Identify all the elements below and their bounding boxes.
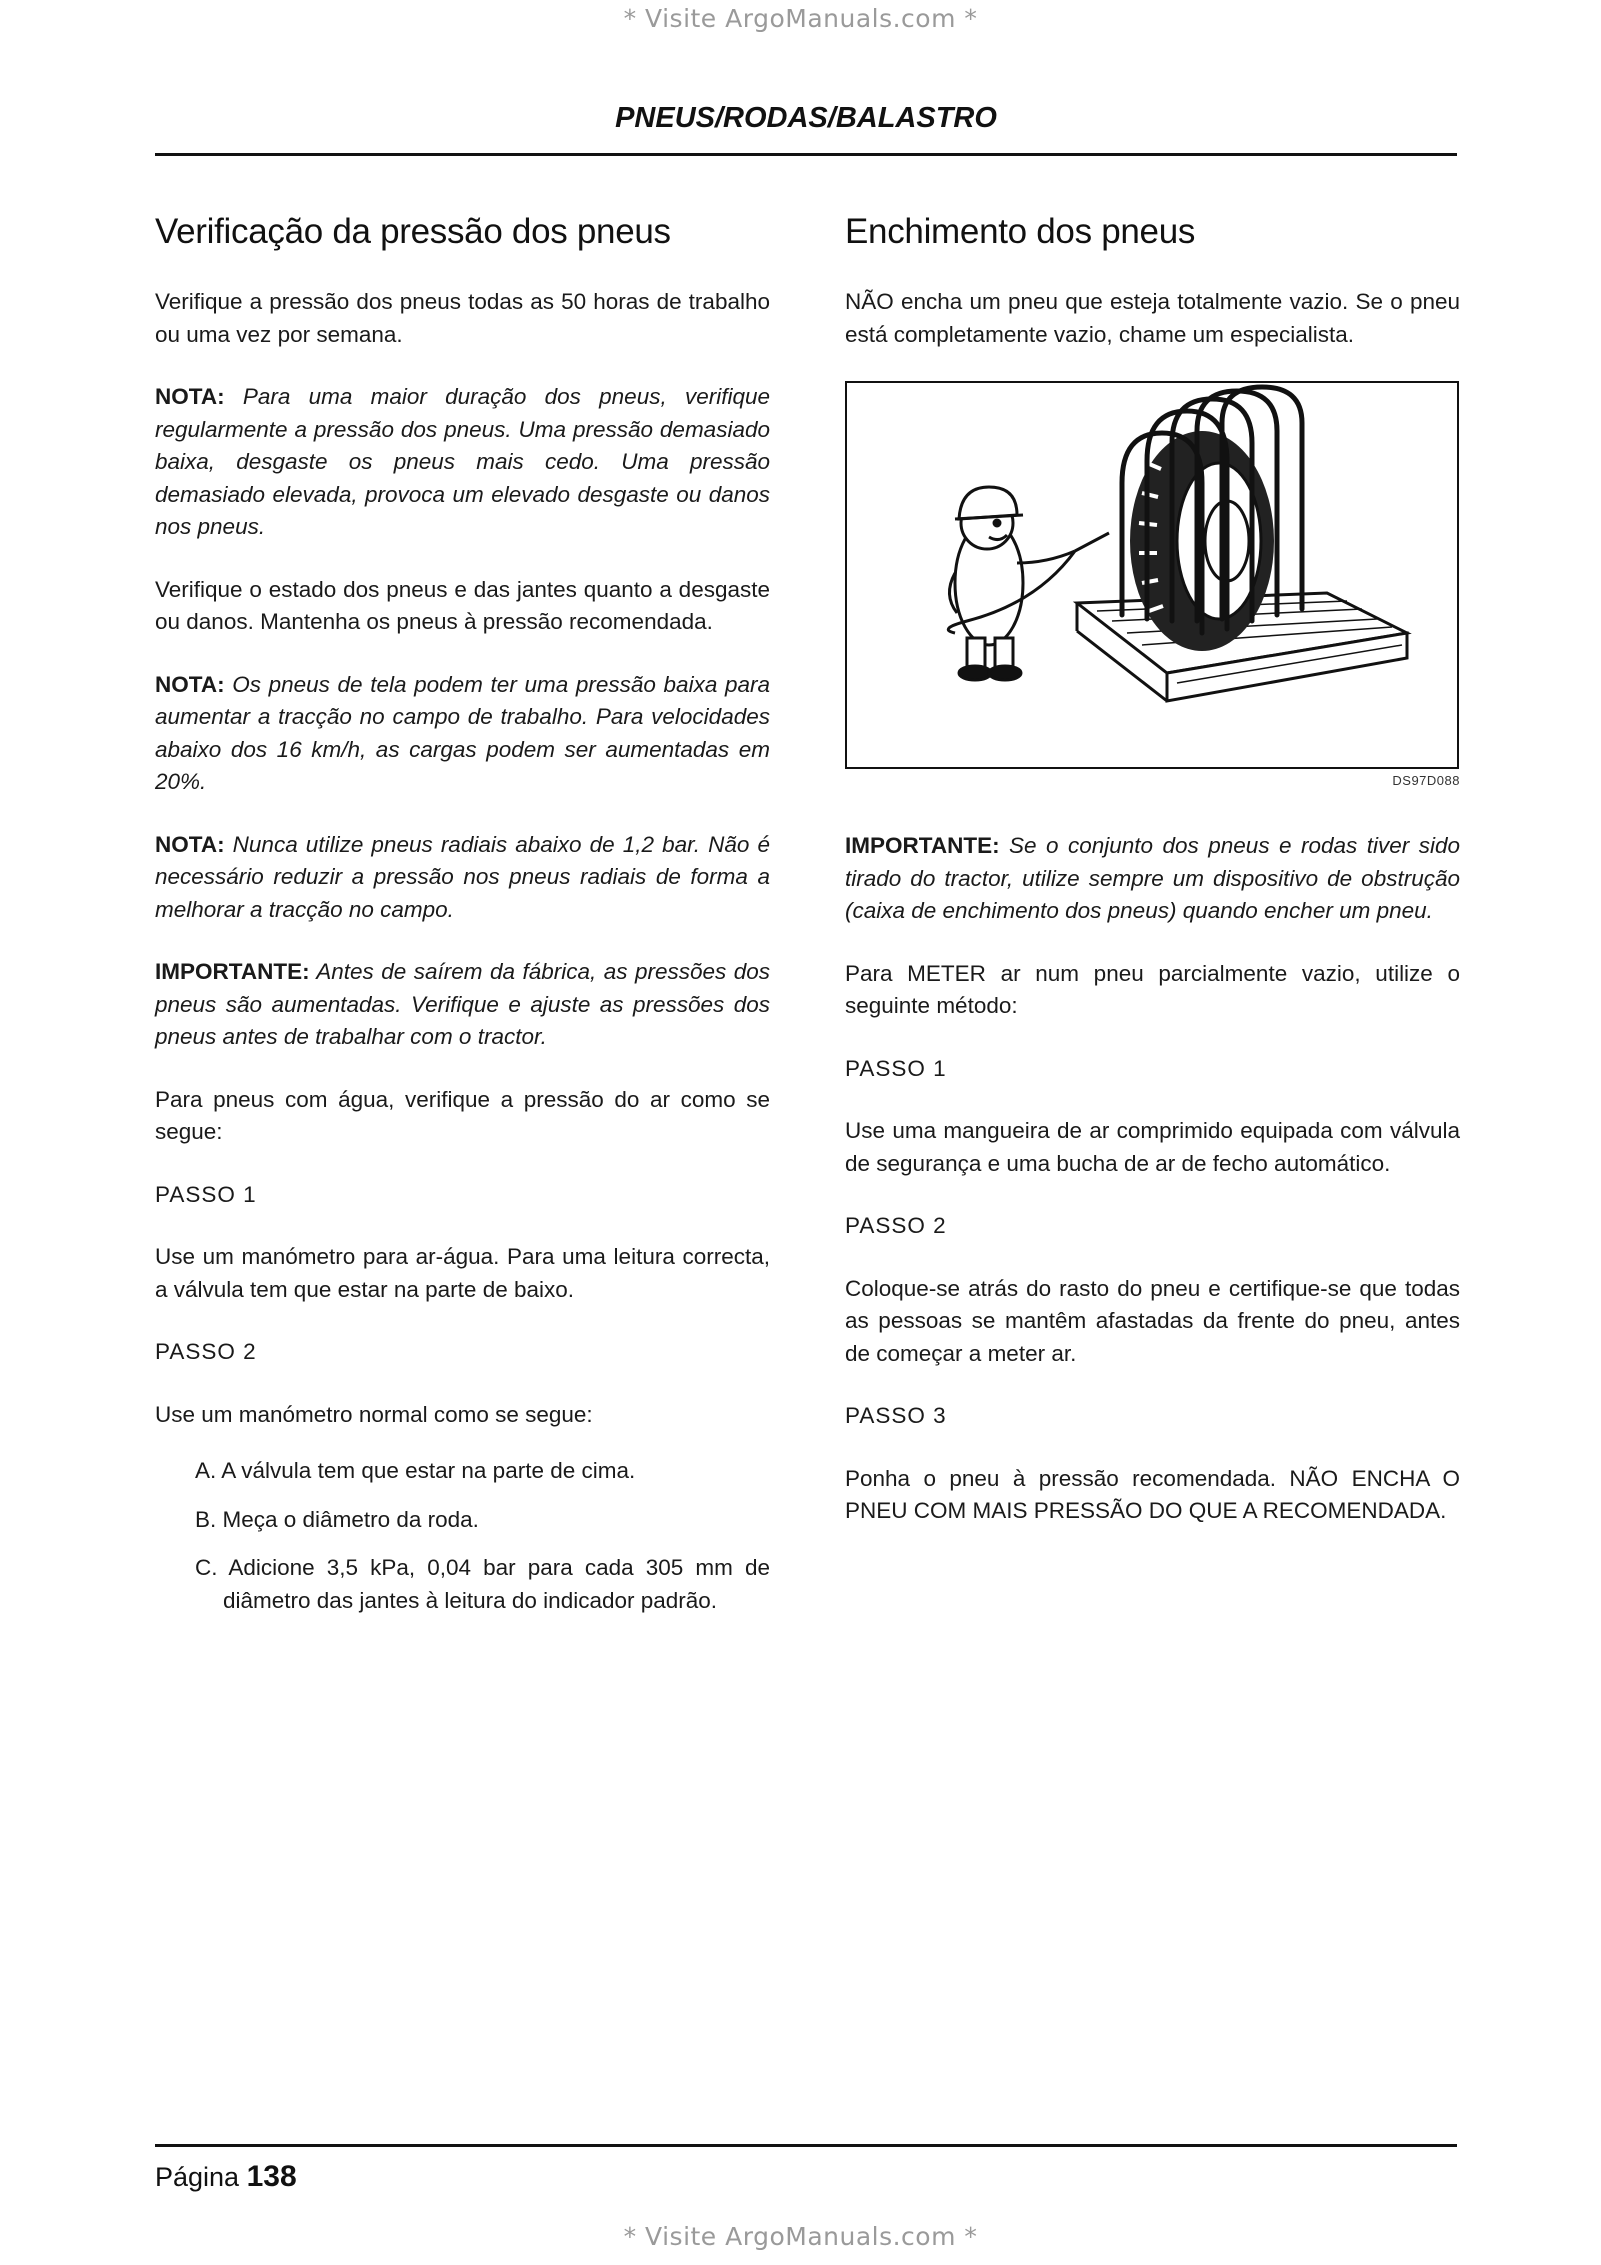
note-3-label: NOTA: [155,831,225,857]
left-column [155,212,770,1633]
gauge-steps-list [155,1455,770,1617]
tire-cage-drawing [847,383,1457,767]
note-3 [155,829,770,927]
section-header-title: PNEUS/RODAS/BALASTRO [615,102,997,134]
note-1-text: Para uma maior duração dos pneus, verifique regularmente a pressão dos pneus. Uma pressão demasiado baixa, desgaste os pneus mais cedo. Uma pressão demasiado elevada, provoca um elevado desgaste ou danos nos pneus. [155,384,770,539]
right-paragraph-1: NÃO encha um pneu que esteja totalmente vazio. Se o pneu está completamente vazio, chame um especialista. [845,289,1460,347]
important-2-label: IMPORTANTE: [845,833,1000,858]
important-2-text: Se o conjunto dos pneus e rodas tiver sido tirado do tractor, utilize sempre um dispositivo de obstrução (caixa de enchimento dos pneus) quando encher um pneu. [845,833,1460,923]
left-paragraph-4: Use um manómetro para ar-água. Para uma leitura correcta, a válvula tem que estar na parte de baixo. [155,1244,770,1302]
right-paragraph-4: Coloque-se atrás do rasto do pneu e certifique-se que todas as pessoas se mantêm afastadas da frente do pneu, antes de começar a meter ar. [845,1275,1460,1366]
right-paragraph-2: Para METER ar num pneu parcialmente vazio, utilize o seguinte método: [845,960,1460,1018]
tire-inflation-cage-illustration [845,381,1459,769]
footer-rule [155,2144,1457,2147]
page-word: Página [155,2162,240,2192]
important-1-text: Antes de saírem da fábrica, as pressões dos pneus são aumentadas. Verifique e ajuste as pressões dos pneus antes de trabalhar com o tractor. [155,959,770,1049]
note-1-label: NOTA: [155,384,225,409]
note-2 [155,669,770,799]
left-step-1: PASSO 1 [155,1181,257,1207]
figure-code: DS97D088 [1392,773,1460,788]
right-step-2: PASSO 2 [845,1213,947,1238]
right-paragraph-3: Use uma mangueira de ar comprimido equipada com válvula de segurança e uma bucha de ar de fecho automático. [845,1118,1460,1176]
right-step-3: PASSO 3 [845,1403,947,1428]
left-paragraph-2: Verifique o estado dos pneus e das jantes quanto a desgaste ou danos. Mantenha os pneus à pressão recomendada. [155,576,770,634]
right-paragraph-5: Ponha o pneu à pressão recomendada. NÃO ENCHA O PNEU COM MAIS PRESSÃO DO QUE A RECOMENDADA. [845,1465,1460,1523]
worker-figure [949,487,1075,680]
list-item: A. A válvula tem que estar na parte de cima. [195,1458,636,1483]
left-paragraph-1: Verifique a pressão dos pneus todas as 50 horas de trabalho ou uma vez por semana. [155,289,770,347]
left-heading: Verificação da pressão dos pneus [155,212,671,251]
watermark-bottom: * Visite ArgoManuals.com * [623,2222,978,2251]
list-item: B. Meça o diâmetro da roda. [195,1506,479,1532]
list-item: C. Adicione 3,5 kPa, 0,04 bar para cada 305 mm de diâmetro das jantes à leitura do indicador padrão. [195,1555,770,1613]
note-1 [155,381,770,544]
important-1 [155,956,770,1054]
page-number-label [155,2160,297,2194]
important-2 [845,830,1460,928]
page-number: 138 [246,2160,297,2193]
note-3-text: Nunca utilize pneus radiais abaixo de 1,2 bar. Não é necessário reduzir a pressão nos pneus radiais de forma a melhorar a tracção no campo. [155,831,770,922]
note-2-text: Os pneus de tela podem ter uma pressão baixa para aumentar a tracção no campo de trabalho. Para velocidades abaixo dos 16 km/h, as cargas podem ser aumentadas em 20%. [155,671,770,794]
header-rule [155,153,1457,156]
important-1-label: IMPORTANTE: [155,959,310,984]
note-2-label: NOTA: [155,671,225,697]
right-step-1: PASSO 1 [845,1055,947,1081]
left-paragraph-3: Para pneus com água, verifique a pressão do ar como se segue: [155,1086,770,1144]
watermark-top: * Visite ArgoManuals.com * [623,4,978,33]
left-paragraph-5: Use um manómetro normal como se segue: [155,1401,593,1427]
right-heading: Enchimento dos pneus [845,212,1196,251]
right-column [845,212,1460,1558]
left-step-2: PASSO 2 [155,1339,257,1364]
